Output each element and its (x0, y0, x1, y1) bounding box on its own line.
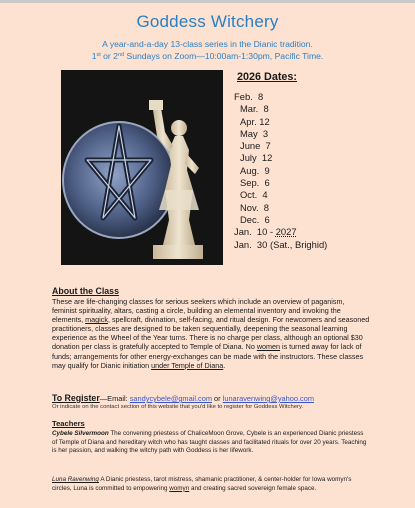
top-border (0, 0, 415, 3)
email-link-cybele[interactable]: sandycybele@gmail.com (129, 394, 212, 403)
teacher-luna-bio-1: A Dianic priestess, tarot mistress, shamanic practitioner, & center-holder for Iowa womyn's circles, Luna is committed to empowering (52, 476, 352, 492)
date-item: Mar. 8 (240, 103, 269, 115)
page-title: Goddess Witchery (136, 12, 279, 31)
page-subtitle (0, 38, 415, 62)
subtitle-or: or 2 (100, 51, 118, 61)
about-text-women: women (256, 342, 280, 352)
about-text-1: These are life-changing classes for serious seekers which include an overview of paganism, feminist spirituality, altars, casting a circle, building an elemental inventory and invoking the elements, (52, 297, 345, 325)
about-text-temple: under Temple of Diana (151, 360, 224, 370)
email-link-luna[interactable]: lunaravenwing@yahoo.com (222, 394, 315, 403)
teachers-heading: Teachers (52, 419, 85, 428)
about-text-4: . (223, 360, 226, 370)
date-item: Oct. 4 (240, 189, 268, 201)
subtitle-sup-1: st (96, 52, 101, 58)
about-text-3: is turned away for lack of funds; arrangements for other energy-exchanges can be made with the instructors. These classes may qualify for Dianic initiation (52, 342, 364, 370)
date-item: Apr. 12 (240, 115, 270, 127)
teacher-luna-womyn: womyn (169, 484, 190, 492)
teacher-luna-name: Luna Ravenwing (52, 476, 99, 483)
date-item: Feb. 8 (234, 91, 264, 102)
date-item: Aug. 9 (240, 164, 270, 176)
about-heading: About the Class (52, 286, 119, 296)
date-jan10-year: 2027 (275, 226, 297, 238)
goddess-statue-photo (61, 70, 223, 265)
date-item: May 3 (240, 127, 269, 139)
date-item: June 7 (240, 140, 271, 152)
date-item: Sep. 6 (240, 177, 270, 189)
teacher-luna (52, 476, 370, 493)
pentacle-statue-image (61, 70, 223, 265)
teacher-luna-bio-2: and creating sacred sovereign female space. (189, 484, 317, 492)
date-item-jan10 (234, 226, 327, 238)
subtitle-line-2 (0, 50, 415, 62)
about-text-magick: magick (85, 315, 108, 325)
about-paragraph (52, 297, 370, 370)
register-line (52, 393, 314, 403)
teacher-cybele-bio: The convening priestess of ChaliceMoon Grove, Cybele is an experienced Dianic priestess of Temple of Diana and hereditary witch who has taught classes and facilitated rituals for over 20 years. Teaching is her passion, and walking the witchy path with Goddess is her lifework. (52, 430, 367, 455)
register-email-prefix: —Email: (99, 394, 130, 403)
date-item: Dec. 6 (240, 213, 270, 225)
teacher-cybele (52, 430, 370, 456)
date-item-jan30: Jan. 30 (Sat., Brighid) (234, 238, 328, 250)
dates-heading: 2026 Dates: (237, 71, 298, 83)
about-text-2: , spellcraft, divination, self-facing, and ritual design. For newcomers and seasoned practitioners, classes are designed to be taken sequentially, deepening the seasonal learning experience as the Wheel of the Year turns. There is no charge per class, although an optional $30 donation per class is gratefully accepted to Temple of Diana. No (52, 315, 370, 352)
date-item: July 12 (240, 152, 273, 164)
subtitle-num: 1 (91, 51, 97, 61)
date-jan10-label: Jan. 10 - (234, 226, 276, 238)
register-or: or (212, 394, 223, 403)
register-note: Or indicate on the contact section of this website that you'd like to register for Goddess Witchery. (52, 404, 304, 410)
subtitle-line-1: A year-and-a-day 13-class series in the Dianic tradition. (102, 39, 313, 49)
subtitle-sup-2: nd (117, 52, 125, 58)
register-heading: To Register (52, 393, 100, 403)
subtitle-rest: Sundays on Zoom—10:00am-1:30pm, Pacific Time. (124, 51, 324, 61)
dates-list (234, 91, 327, 251)
date-item: Nov. 8 (240, 201, 270, 213)
teacher-cybele-name: Cybele Silvermoon (52, 430, 109, 437)
